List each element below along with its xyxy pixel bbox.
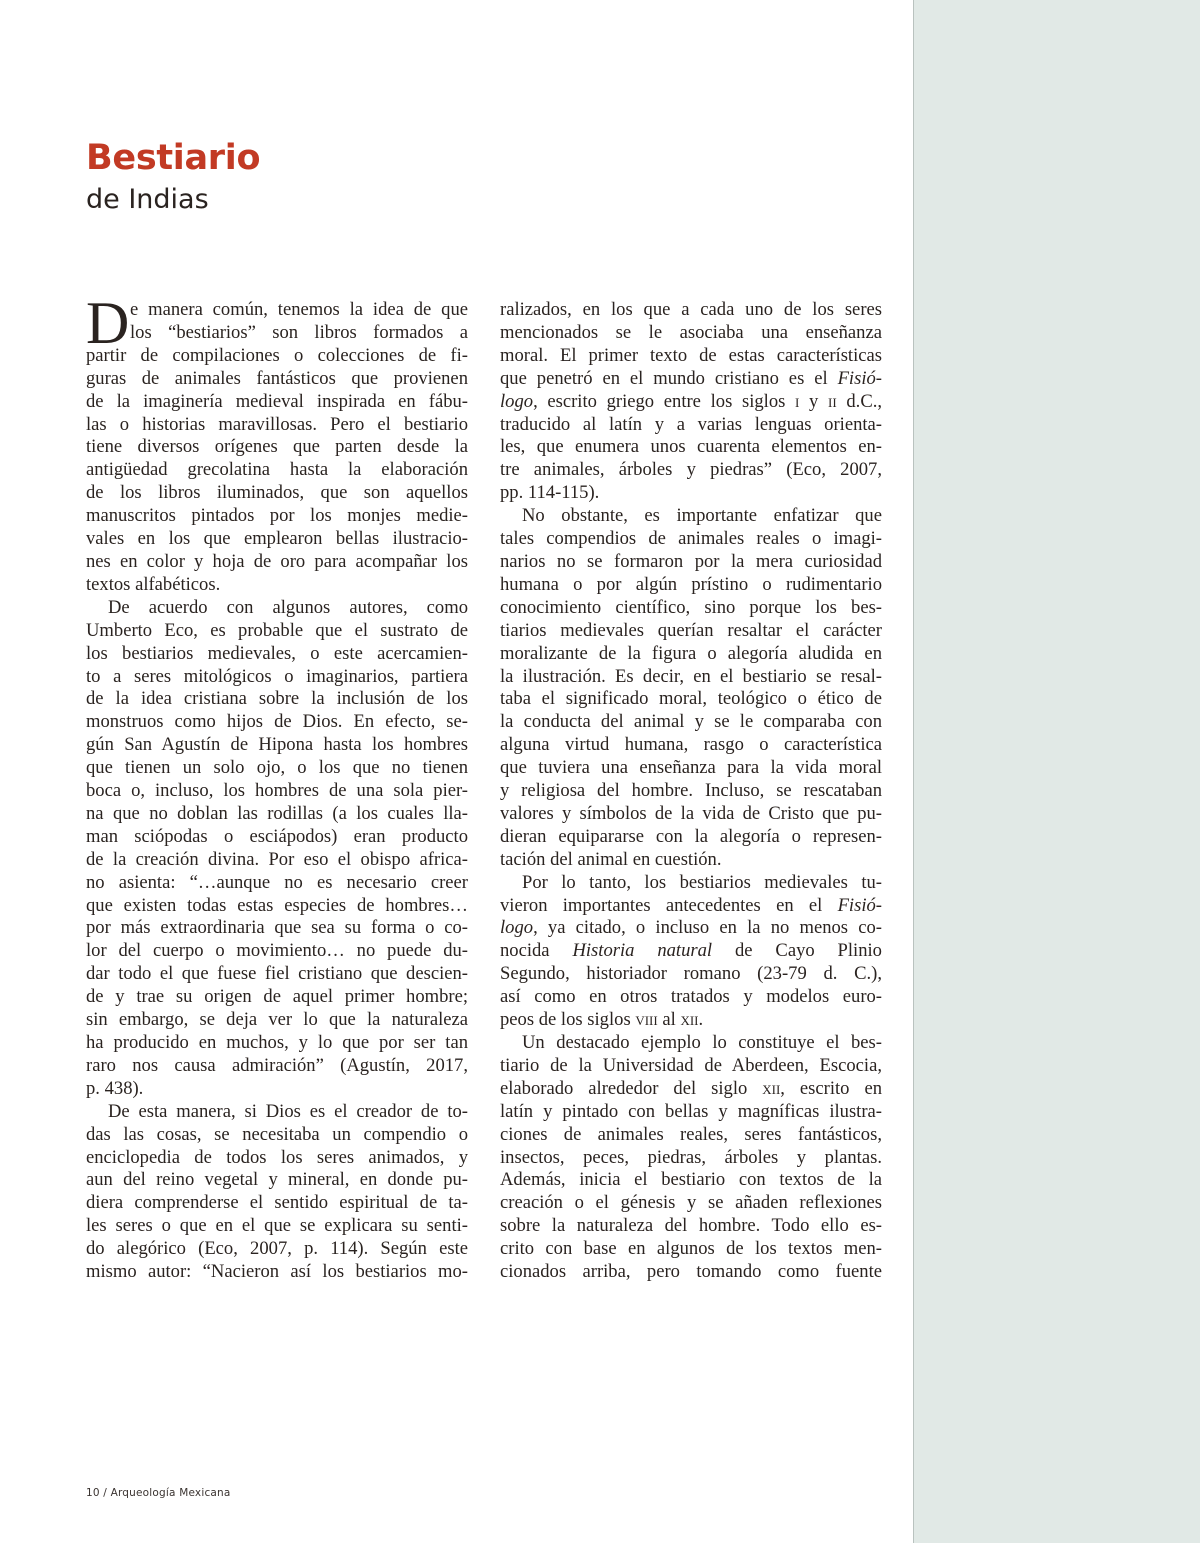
text-line: de y trae su origen de aquel primer hombre; bbox=[86, 986, 468, 1008]
text-line bbox=[500, 940, 882, 963]
drop-cap: D bbox=[86, 290, 130, 356]
text-run: y bbox=[799, 390, 829, 412]
text-line: traducido al latín y a varias lenguas orienta- bbox=[500, 413, 882, 435]
text-column-2 bbox=[500, 299, 882, 1284]
text-run: , escrito griego entre los siglos bbox=[533, 390, 796, 412]
italic-text: Fisió- bbox=[837, 894, 882, 916]
text-line: monstruos como hijos de Dios. En efecto, se- bbox=[86, 711, 468, 733]
text-line: na que no doblan las rodillas (a los cuales lla- bbox=[86, 802, 468, 824]
text-line: De acuerdo con algunos autores, como bbox=[108, 596, 468, 618]
text-line: taba el significado moral, teológico o ético de bbox=[500, 688, 882, 710]
text-line: man sciópodas o esciápodos) eran producto bbox=[86, 825, 468, 847]
text-line: valores y símbolos de la vida de Cristo que pu- bbox=[500, 802, 882, 824]
text-line: No obstante, es importante enfatizar que bbox=[522, 505, 882, 527]
text-line: gún San Agustín de Hipona hasta los hombres bbox=[86, 734, 468, 756]
text-line: les, que enumera unos cuarenta elementos en- bbox=[500, 436, 882, 458]
text-line: e manera común, tenemos la idea de que bbox=[130, 299, 468, 320]
text-run: al bbox=[657, 1009, 681, 1031]
text-line: crito con base en algunos de los textos men- bbox=[500, 1238, 882, 1260]
text-run: d.C., bbox=[836, 390, 883, 412]
text-line: mismo autor: “Nacieron así los bestiarios mo- bbox=[86, 1261, 468, 1283]
small-caps-text: i bbox=[795, 390, 800, 412]
text-line: nes en color y hoja de oro para acompañar los bbox=[86, 550, 468, 572]
text-line: ciones de animales reales, seres fantásticos, bbox=[500, 1123, 882, 1145]
text-line: tales compendios de animales reales o imagi- bbox=[500, 528, 882, 550]
text-line: sin embargo, se deja ver lo que la naturaleza bbox=[86, 1009, 468, 1031]
text-line: Además, inicia el bestiario con textos de la bbox=[500, 1169, 882, 1191]
italic-text: logo bbox=[500, 917, 534, 939]
text-line: enciclopedia de todos los seres animados, y bbox=[86, 1146, 468, 1168]
small-caps-text: xii bbox=[762, 1077, 781, 1099]
text-line: que tuviera una enseñanza para la vida moral bbox=[500, 757, 882, 779]
text-line: textos alfabéticos. bbox=[86, 573, 221, 595]
text-line bbox=[500, 917, 882, 940]
text-line: aun del reino vegetal y mineral, en donde pu- bbox=[86, 1169, 468, 1191]
text-line: do alegórico (Eco, 2007, p. 114). Según este bbox=[86, 1238, 468, 1260]
text-line: las o historias maravillosas. Pero el bestiario bbox=[86, 413, 468, 435]
text-line: ralizados, en los que a cada uno de los seres bbox=[500, 299, 882, 320]
text-run: nocida bbox=[500, 940, 573, 962]
small-caps-text: viii bbox=[635, 1009, 658, 1031]
text-line: Por lo tanto, los bestiarios medievales tu- bbox=[522, 871, 882, 893]
side-margin-panel bbox=[913, 0, 1200, 1543]
text-line: partir de compilaciones o colecciones de fi- bbox=[86, 344, 468, 366]
text-line: ha producido en muchos, y lo que por ser tan bbox=[86, 1032, 468, 1053]
text-line: insectos, peces, piedras, árboles y plantas. bbox=[500, 1146, 882, 1168]
text-line: la ilustración. Es decir, en el bestiario se resal- bbox=[500, 665, 882, 687]
text-line: lor del cuerpo o movimiento… no puede du- bbox=[86, 940, 468, 962]
text-run: peos de los siglos bbox=[500, 1009, 636, 1031]
text-line: diera comprenderse el sentido espiritual de ta- bbox=[86, 1192, 468, 1214]
text-column-1 bbox=[86, 290, 468, 1284]
text-line: manuscritos pintados por los monjes medie- bbox=[86, 505, 468, 527]
text-line: así como en otros tratados y modelos euro- bbox=[500, 986, 882, 1008]
text-run: elaborado alrededor del siglo bbox=[500, 1077, 763, 1099]
small-caps-text: ii bbox=[828, 390, 837, 412]
text-line: por más extraordinaria que sea su forma o co- bbox=[86, 917, 468, 939]
text-line: p. 438). bbox=[86, 1077, 144, 1099]
text-run: , ya citado, o incluso en la no menos co- bbox=[533, 917, 882, 939]
text-line: humana o por algún prístino o rudimentario bbox=[500, 573, 882, 595]
text-line: narios no se formaron por la mera curiosidad bbox=[500, 550, 882, 572]
text-line: alguna virtud humana, rasgo o característica bbox=[500, 734, 882, 756]
text-line: que existen todas estas especies de hombres… bbox=[86, 894, 468, 916]
text-line: to a seres mitológicos o imaginarios, partiera bbox=[86, 665, 468, 687]
text-line: y religiosa del hombre. Incluso, se rescataban bbox=[500, 780, 882, 802]
text-line: Un destacado ejemplo lo constituye el bes- bbox=[522, 1032, 882, 1053]
text-line: raro nos causa admiración” (Agustín, 2017, bbox=[86, 1054, 468, 1076]
text-line: conocimiento científico, sino porque los bes- bbox=[500, 596, 882, 618]
text-line: mencionados se le asociaba una enseñanza bbox=[500, 321, 882, 343]
text-line: los “bestiarios” son libros formados a bbox=[130, 321, 468, 343]
text-line bbox=[500, 1009, 882, 1032]
text-line: de la creación divina. Por eso el obispo africa- bbox=[86, 848, 468, 870]
text-line: antigüedad grecolatina hasta la elaboración bbox=[86, 459, 468, 481]
article-subtitle: de Indias bbox=[86, 184, 209, 215]
text-line: moralizante de la figura o alegoría aludida en bbox=[500, 642, 882, 664]
text-line: sobre la naturaleza del hombre. Todo ello es- bbox=[500, 1215, 882, 1237]
text-line: dar todo el que fuese fiel cristiano que descien- bbox=[86, 963, 468, 985]
text-line: vales en los que emplearon bellas ilustracio- bbox=[86, 528, 468, 550]
text-line: pp. 114-115). bbox=[500, 482, 600, 504]
text-line: de la imaginería medieval inspirada en fábu- bbox=[86, 390, 468, 412]
text-line: moral. El primer texto de estas características bbox=[500, 344, 882, 366]
text-line: tiario de la Universidad de Aberdeen, Escocia, bbox=[500, 1054, 882, 1076]
text-line bbox=[500, 1078, 882, 1101]
text-line: de los libros iluminados, que son aquellos bbox=[86, 482, 468, 504]
text-line: latín y pintado con bellas y magníficas ilustra- bbox=[500, 1100, 882, 1122]
italic-text: logo bbox=[500, 390, 534, 412]
text-line: cionados arriba, pero tomando como fuente bbox=[500, 1261, 882, 1283]
text-line: Segundo, historiador romano (23-79 d. C.), bbox=[500, 963, 882, 985]
text-line: dieran equipararse con la alegoría o represen- bbox=[500, 825, 882, 847]
text-line: tiene diversos orígenes que parten desde la bbox=[86, 436, 468, 458]
text-run: que penetró en el mundo cristiano es el bbox=[500, 367, 838, 389]
text-line: boca o, incluso, los hombres de una sola pier- bbox=[86, 780, 468, 802]
text-line: creación o el génesis y se añaden reflexiones bbox=[500, 1192, 882, 1214]
text-line: tre animales, árboles y piedras” (Eco, 2007, bbox=[500, 459, 882, 481]
text-run: de Cayo Plinio bbox=[712, 940, 882, 962]
small-caps-text: xii bbox=[680, 1009, 699, 1031]
text-line: De esta manera, si Dios es el creador de to- bbox=[108, 1100, 468, 1122]
text-line: la conducta del animal y se le comparaba con bbox=[500, 711, 882, 733]
text-line: les seres o que en el que se explicara su senti- bbox=[86, 1215, 468, 1237]
text-run: vieron importantes antecedentes en el bbox=[500, 894, 838, 916]
text-run: . bbox=[698, 1009, 704, 1031]
italic-text: Fisió- bbox=[837, 367, 882, 389]
text-line: que tienen un solo ojo, o los que no tienen bbox=[86, 757, 468, 779]
italic-text: Historia natural bbox=[572, 940, 713, 962]
text-line: tiarios medievales querían resaltar el carácter bbox=[500, 619, 882, 641]
text-line: das las cosas, se necesitaba un compendio o bbox=[86, 1123, 468, 1145]
text-line: los bestiarios medievales, o este acercamien- bbox=[86, 642, 468, 664]
text-line: tación del animal en cuestión. bbox=[500, 848, 722, 870]
text-line: de la idea cristiana sobre la inclusión de los bbox=[86, 688, 468, 710]
text-run: , escrito en bbox=[780, 1077, 882, 1099]
article-title: Bestiario bbox=[86, 138, 261, 178]
text-line: no asienta: “…aunque no es necesario creer bbox=[86, 871, 468, 893]
text-line: Umberto Eco, es probable que el sustrato de bbox=[86, 619, 468, 641]
text-line bbox=[500, 368, 882, 391]
text-line bbox=[500, 895, 882, 918]
text-line: guras de animales fantásticos que provienen bbox=[86, 367, 468, 389]
text-line bbox=[500, 391, 882, 414]
page-folio: 10 / Arqueología Mexicana bbox=[86, 1487, 231, 1499]
